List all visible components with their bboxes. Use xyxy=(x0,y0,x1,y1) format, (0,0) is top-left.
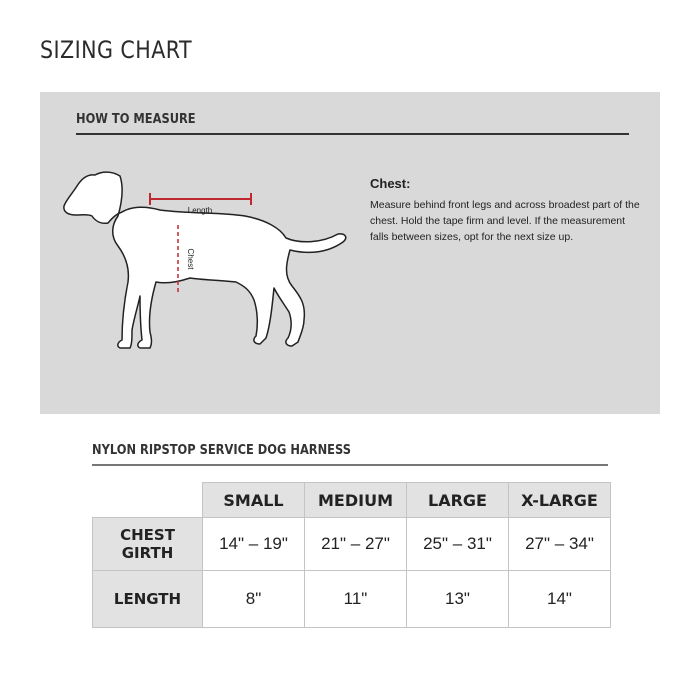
table-corner-cell xyxy=(93,483,203,518)
chest-girth-large: 25" – 31" xyxy=(407,518,509,571)
size-header-row xyxy=(93,483,611,518)
chest-girth-small: 14" – 19" xyxy=(203,518,305,571)
size-header-x-large: X-LARGE xyxy=(509,483,611,518)
table-row-chest-girth xyxy=(93,518,611,571)
chest-heading: Chest: xyxy=(370,176,411,191)
chest-description: Measure behind front legs and across broadest part of the chest. Hold the tape firm and level. If the measurement falls between sizes, opt for the next size up. xyxy=(370,199,640,243)
page-title: SIZING CHART xyxy=(40,36,193,64)
product-divider xyxy=(92,464,608,466)
table-row-length xyxy=(93,571,611,628)
row-label-chest-girth: CHEST GIRTH xyxy=(93,518,203,571)
size-header-small: SMALL xyxy=(203,483,305,518)
length-large: 13" xyxy=(407,571,509,628)
length-label: Length xyxy=(187,206,213,215)
size-header-medium: MEDIUM xyxy=(305,483,407,518)
dog-silhouette-diagram xyxy=(60,162,360,362)
length-small: 8" xyxy=(203,571,305,628)
chest-girth-x-large: 27" – 34" xyxy=(509,518,611,571)
size-header-large: LARGE xyxy=(407,483,509,518)
product-title: NYLON RIPSTOP SERVICE DOG HARNESS xyxy=(92,443,351,458)
chest-label: Chest xyxy=(186,248,195,270)
how-to-measure-panel xyxy=(40,92,660,414)
panel-divider xyxy=(76,133,629,135)
length-x-large: 14" xyxy=(509,571,611,628)
size-table xyxy=(92,482,611,628)
chest-girth-medium: 21" – 27" xyxy=(305,518,407,571)
length-medium: 11" xyxy=(305,571,407,628)
panel-heading: HOW TO MEASURE xyxy=(76,112,196,127)
row-label-length: LENGTH xyxy=(93,571,203,628)
